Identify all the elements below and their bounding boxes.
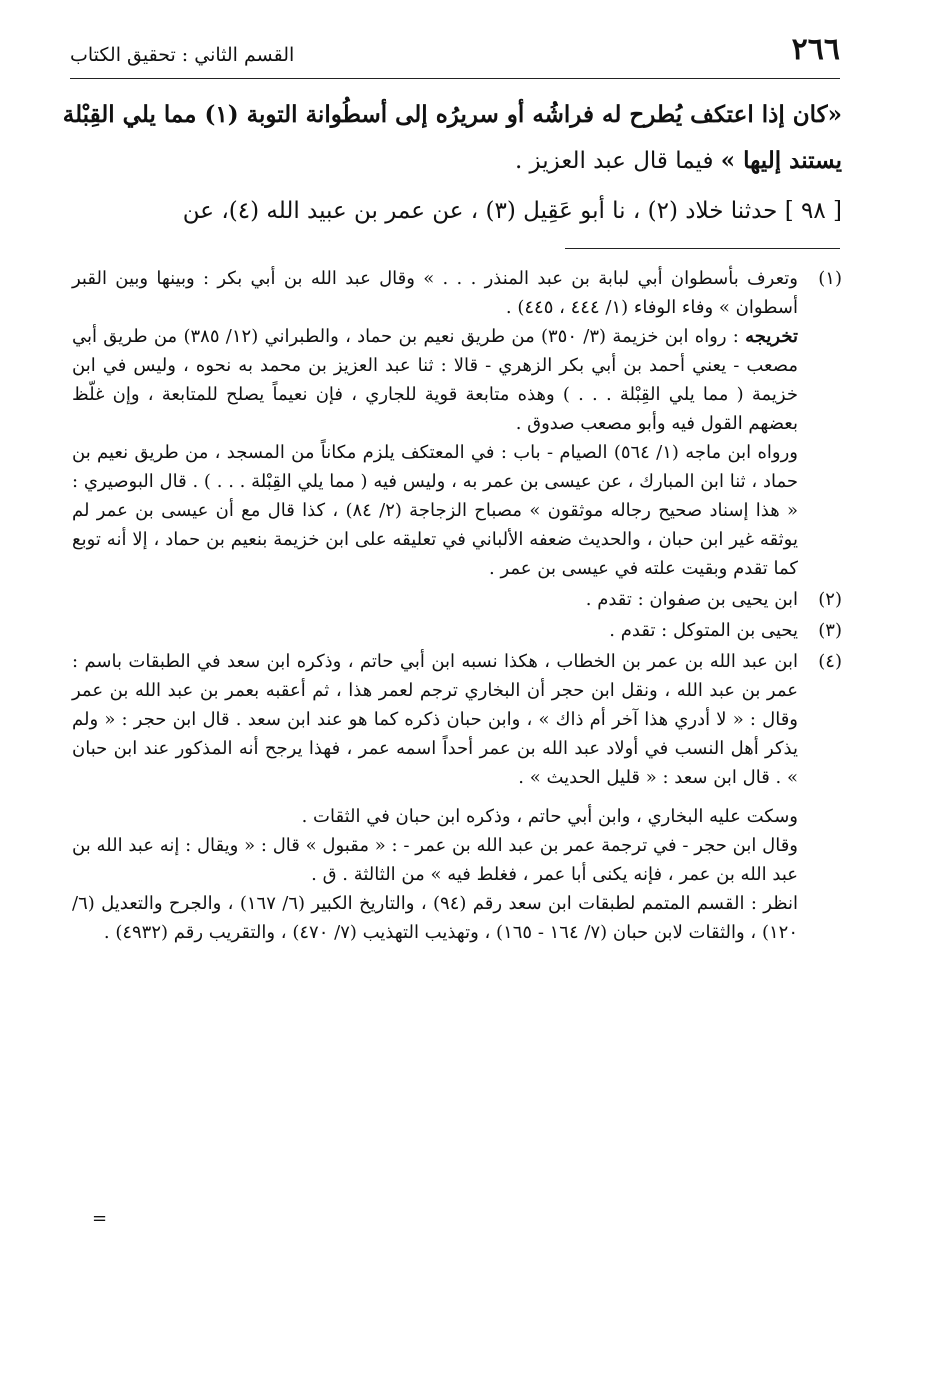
page-header [70, 28, 840, 79]
hadith-98-isnad: [ ٩٨ ] حدثنا خلاد (٢) ، نا أبو عَقِيل (٣) ، عن عمر بن عبيد الله (٤)، عن [182, 198, 842, 224]
takhrij-label: تخريجه [745, 326, 798, 347]
ibn-majah-paragraph: ورواه ابن ماجه (١/ ٥٦٤) الصيام - باب : في المعتكف يلزم مكاناً من المسجد ، من طريق نعيم بن حماد ، ثنا ابن المبارك ، عن عيسى بن عمر به ، وليس فيه ( مما يلي القِبْلة . . . ) . قال البوصيري : « هذا إسناد صحيح رجاله موثقون » مصباح الزجاجة (٢/ ٨٤) ، كذا قال مع أن عيسى بن عمر لم يوثقه غير ابن حبان ، والحديث ضعفه الألباني في تعليقه على ابن خزيمة بنعيم بن حماد ، إلا أنه توبع كما تقدم وبقيت علته في عيسى بن عمر . [72, 442, 799, 579]
hadith-text-line-2 [72, 138, 842, 184]
footnote-number: (٤) [818, 651, 842, 672]
footnote-separator [565, 248, 840, 249]
takhrij-text: : رواه ابن خزيمة (٣/ ٣٥٠) من طريق نعيم بن حماد ، والطبراني (١٢/ ٣٨٥) من طريق أبي مصعب - يعني أحمد بن أبي بكر الزهري - قالا : ثنا عبد العزيز بن محمد به نحوه ، وليس في ابن خزيمة ( مما يلي القِبْلة . . . ) وهذه متابعة قوية للجاري ، فإن نعيماً يصلح للمتابعة ، وإن غلّظ بعضهم القول فيه وأبو مصعب صدوق . [72, 326, 798, 434]
running-title: القسم الثاني : تحقيق الكتاب [70, 44, 295, 66]
spacer [72, 792, 798, 802]
narrator-remark: فيما قال عبد العزيز . [514, 148, 721, 174]
footnote-number: (٢) [818, 589, 842, 610]
footnote-text: ابن عبد الله بن عمر بن الخطاب ، هكذا نسبه ابن أبي حاتم ، وذكره ابن سعد في الطبقات باسم : عمر بن عبد الله ، ونقل ابن حجر أن البخاري ترجم لعمر هذا ، ثم أعقبه بعمر بن عبد الله بن عمر وقال : « لا أدري هذا آخر أم ذاك » ، وابن حبان ذكره كما هو عند ابن سعد . قال ابن حجر : « ولم يذكر أهل النسب في أولاد عبد الله بن عمر أحداً اسمه عمر ، فهذا يرجح أنه المذكور عند ابن حبان » . قال ابن سعد : « قليل الحديث » . [72, 651, 798, 788]
page-number: ٢٦٦ [791, 32, 840, 67]
footnote-references: انظر : القسم المتمم لطبقات ابن سعد رقم (٩٤) ، والتاريخ الكبير (٦/ ١٦٧) ، والجرح والتعديل (٦/ ١٢٠) ، والثقات لابن حبان (٧/ ١٦٤ - ١٦٥) ، وتهذيب التهذيب (٧/ ٤٧٠) ، والتقريب رقم (٤٩٣٢) . [72, 893, 798, 943]
footnote-number: (٣) [818, 620, 842, 641]
footnote-number: (١) [818, 268, 842, 289]
main-text [62, 92, 842, 234]
footnote-text: يحيى بن المتوكل : تقدم . [609, 620, 798, 641]
footnote-2 [72, 585, 842, 614]
page-end-mark: = [92, 1208, 108, 1229]
footnote-text: وتعرف بأسطوان أبي لبابة بن عبد المنذر . . . » وقال عبد الله بن أبي بكر : وبينها وبين القبر أسطوان » وفاء الوفاء (١/ ٤٤٤ ، ٤٤٥) . [72, 268, 798, 318]
footnote-text: ابن يحيى بن صفوان : تقدم . [585, 589, 798, 610]
footnote-3 [72, 616, 842, 645]
hadith-text-line-1: «كان إذا اعتكف يُطرح له فراشُه أو سريرُه إلى أسطُوانة التوبة (١) مما يلي القِبْلة [62, 101, 842, 128]
hadith-text-bold: يستند إليها » [720, 147, 842, 174]
footnote-1 [72, 264, 842, 583]
footnote-paragraph: وقال ابن حجر - في ترجمة عمر بن عبد الله بن عمر - : « مقبول » قال : « ويقال : إنه عبد الله بن عبد الله بن عمر ، فإنه يكنى أبا عمر ، فغلط فيه » من الثالثة . ق . [72, 835, 798, 885]
footnote-paragraph: وسكت عليه البخاري ، وابن أبي حاتم ، وذكره ابن حبان في الثقات . [301, 806, 798, 827]
takhrij-paragraph [72, 322, 798, 438]
footnotes [72, 264, 842, 949]
footnote-4 [72, 647, 842, 947]
